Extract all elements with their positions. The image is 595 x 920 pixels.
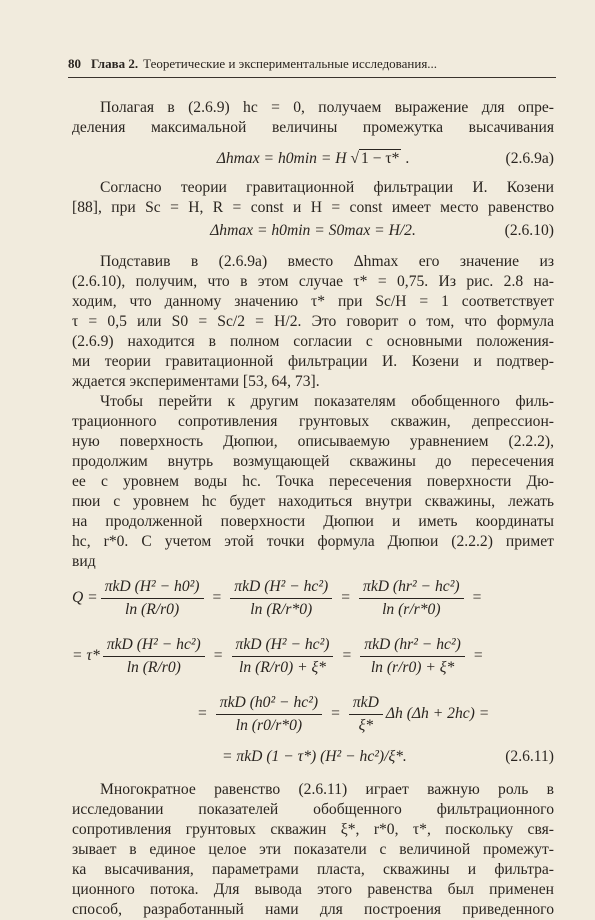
equation-lhs: Δhmax = h0min = H — [216, 150, 347, 167]
equals-sign: = — [212, 589, 222, 606]
equation-body: = πkD (1 − τ*) (H² − hc²)/ξ*. — [222, 748, 407, 765]
equation-number: (2.6.11) — [505, 748, 554, 765]
eq-tail: = — [473, 647, 483, 664]
running-header — [68, 56, 556, 72]
fraction — [349, 694, 383, 735]
sqrt-sign: √ — [350, 150, 360, 167]
denominator: ln (R/r0) + ξ* — [239, 658, 326, 676]
equation-row-2 — [72, 628, 554, 684]
equation-number: (2.6.10) — [504, 222, 554, 239]
text-line: Полагая в (2.6.9) hc = 0, получаем выражение для опре- — [100, 99, 554, 116]
equation-body — [72, 148, 554, 170]
chapter-label: Глава 2. — [91, 56, 139, 71]
fraction — [101, 578, 204, 619]
text-line: Подставив в (2.6.9а) вместо Δhmax его значение из — [100, 253, 554, 270]
numerator: πkD (hr² − hc²) — [360, 636, 465, 657]
eq-tail: Δh (Δh + 2hc) = — [385, 705, 490, 722]
denominator: ξ* — [358, 716, 374, 734]
radicand: 1 − τ* — [361, 150, 400, 167]
numerator: πkD (H² − hc²) — [230, 578, 332, 599]
text-line: сопротивления грунтовых скважин ξ*, r*0, τ*, поскольку свя- — [72, 821, 554, 838]
denominator: ln (R/r0) — [126, 658, 181, 676]
denominator: ln (R/r0) — [125, 600, 180, 618]
text-line: Многократное равенство (2.6.11) играет важную роль в — [100, 781, 554, 798]
equation-body: Δhmax = h0min = S0max = H/2. — [210, 222, 416, 239]
numerator: πkD (hr² − hc²) — [359, 578, 464, 599]
text-line: деления максимальной величины промежутка высачивания — [72, 119, 554, 136]
equals-sign: = — [342, 647, 352, 664]
equation-number: (2.6.9а) — [505, 150, 554, 167]
numerator: πkD — [349, 694, 383, 715]
text-line: вид — [72, 553, 96, 570]
denominator: ln (r0/r*0) — [235, 716, 303, 734]
equation-end: . — [405, 150, 410, 167]
eq-tail: = — [472, 589, 482, 606]
text-line: ходим, что данному значению τ* при Sc/H = 1 соответствует — [72, 293, 554, 310]
text-line: (2.6.9) находится в полном согласии с основными положения- — [72, 333, 554, 350]
text-line: τ = 0,5 или S0 = Sc/2 = H/2. Это говорит о том, что формула — [72, 313, 554, 330]
fraction — [360, 636, 465, 677]
equation-row-1 — [72, 570, 554, 626]
text-line: зывает в единое целое эти показатели с величиной промежут- — [72, 841, 554, 858]
numerator: πkD (H² − h0²) — [101, 578, 204, 599]
numerator: πkD (H² − hc²) — [232, 636, 334, 657]
eq-lead: = — [198, 705, 207, 722]
text-line: исследовании показателей обобщенного фильтрационного — [72, 801, 554, 818]
fraction — [230, 578, 332, 619]
text-line: способ, разработанный нами для построения приведенного — [72, 901, 554, 918]
text-line: ее с уровнем воды hc. Точка пересечения поверхности Дю- — [72, 473, 554, 490]
equals-sign: = — [213, 647, 223, 664]
chapter-title: Теоретические и экспериментальные исследования... — [143, 56, 438, 71]
text-line: трационного сопротивления грунтовых скважин, депрессион- — [72, 413, 554, 430]
equals-sign: = — [341, 589, 351, 606]
text-line: hc, r*0. С учетом этой точки формула Дюпюи (2.2.2) примет — [72, 533, 554, 550]
text-line: ка высачивания, параметрами пласта, скважины и фильтра- — [72, 861, 554, 878]
denominator: ln (r/r*0) — [382, 600, 441, 618]
text-line: ную поверхность Дюпюи, описываемую уравнением (2.2.2), — [72, 433, 554, 450]
text-line: на продолженной поверхности Дюпюи и иметь координаты — [72, 513, 554, 530]
fraction — [232, 636, 334, 677]
text-line: пюи с уровнем hc будет находиться внутри скважины, лежать — [72, 493, 554, 510]
page-number: 80 — [68, 56, 81, 71]
equation-row-3 — [72, 686, 554, 742]
fraction — [216, 694, 322, 735]
fraction — [359, 578, 464, 619]
denominator: ln (r/r0) + ξ* — [370, 658, 455, 676]
text-line: Чтобы перейти к другим показателям обобщенного филь- — [100, 393, 554, 410]
text-line: Согласно теории гравитационной фильтрации И. Козени — [100, 179, 554, 196]
header-rule — [68, 77, 556, 78]
eq-lead: = τ* — [72, 647, 100, 664]
numerator: πkD (h0² − hc²) — [216, 694, 322, 715]
text-line: ми теории гравитационной фильтрации И. Козени и подтвер- — [72, 353, 554, 370]
numerator: πkD (H² − hc²) — [103, 636, 205, 657]
text-line: [88], при Sc = H, R = const и H = const имеет место равенство — [72, 199, 554, 216]
text-line: (2.6.10), получим, что в этом случае τ* = 0,75. Из рис. 2.8 на- — [72, 273, 554, 290]
eq-lead: Q = — [72, 589, 98, 606]
fraction — [103, 636, 205, 677]
text-line: продолжим внутрь возмущающей скважины до пересечения — [72, 453, 554, 470]
equals-sign: = — [331, 705, 340, 722]
denominator: ln (R/r*0) — [250, 600, 313, 618]
text-line: ждается экспериментами [53, 64, 73]. — [72, 373, 320, 390]
text-line: ционного потока. Для вывода этого равенства был применен — [72, 881, 554, 898]
